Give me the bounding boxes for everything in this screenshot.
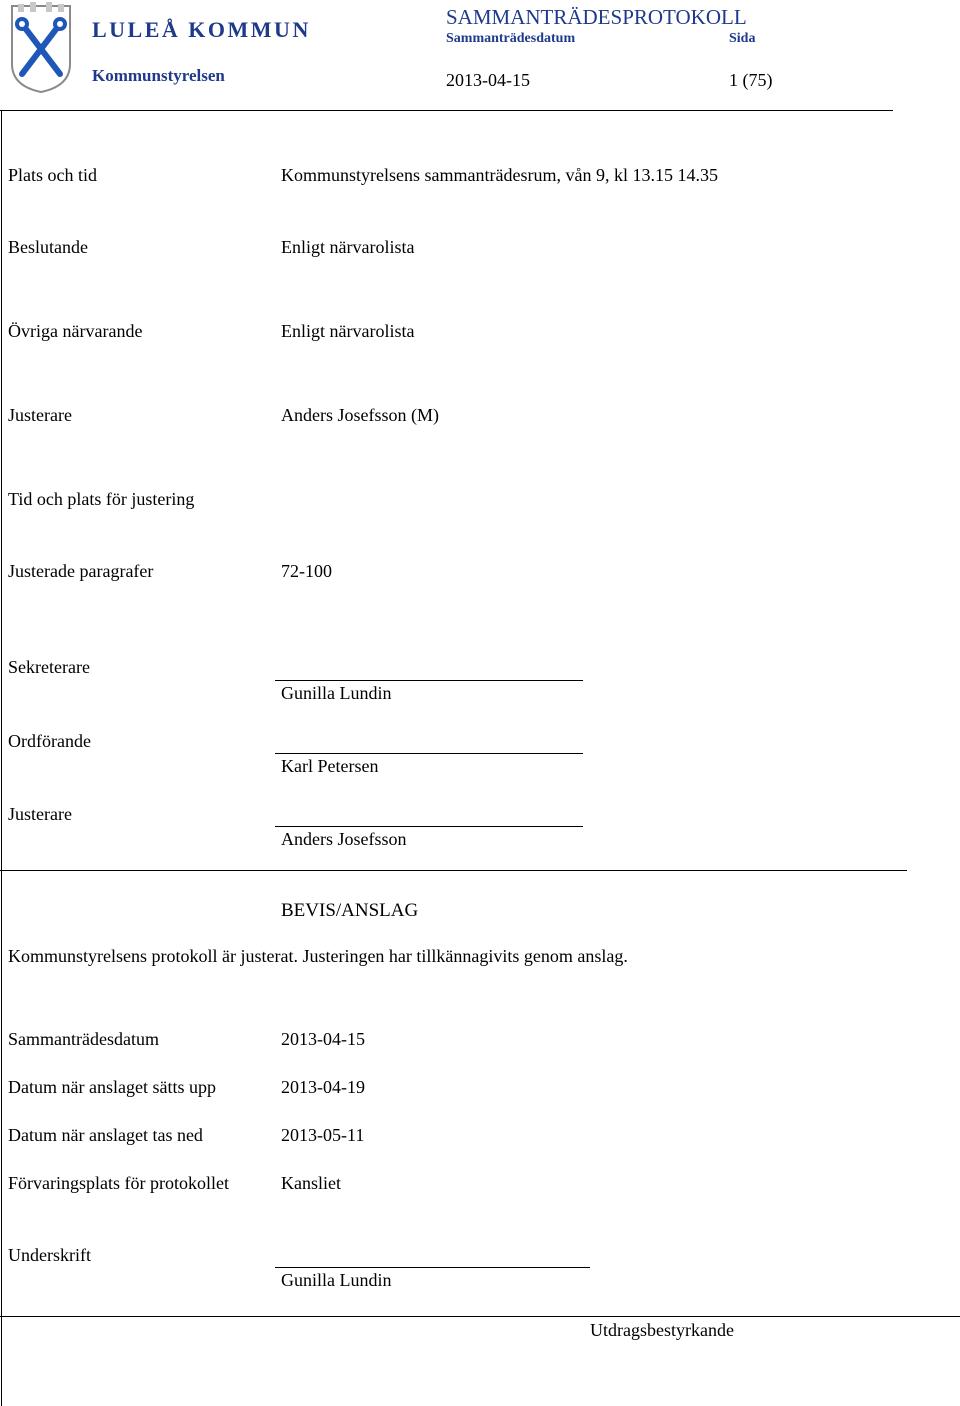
left-margin-border xyxy=(1,110,2,1406)
department-name: Kommunstyrelsen xyxy=(92,66,225,85)
secretary-signature-line xyxy=(275,680,583,681)
paragraphs-label: Justerade paragrafer xyxy=(8,561,154,581)
place-value: Kommunstyrelsens sammanträdesrum, vån 9, kl 13.15 14.35 xyxy=(281,165,718,185)
paragraphs-value: 72-100 xyxy=(281,561,332,581)
others-label: Övriga närvarande xyxy=(8,321,143,341)
header-rule xyxy=(0,110,893,111)
others-value: Enligt närvarolista xyxy=(281,321,415,341)
notice-heading: BEVIS/ANSLAG xyxy=(281,900,419,921)
place-label: Plats och tid xyxy=(8,165,97,185)
chair-signature-line xyxy=(275,753,583,754)
footer-rule xyxy=(0,1316,960,1317)
extract-label: Utdragsbestyrkande xyxy=(590,1320,734,1340)
posted-label: Datum när anslaget sätts upp xyxy=(8,1077,216,1097)
adjust-time-label: Tid och plats för justering xyxy=(8,489,195,509)
chair-name: Karl Petersen xyxy=(281,756,379,776)
header-date: 2013-04-15 xyxy=(446,70,530,90)
deciding-label: Beslutande xyxy=(8,237,88,257)
posted-value: 2013-04-19 xyxy=(281,1077,365,1097)
municipal-crest xyxy=(8,2,74,94)
signature-line xyxy=(275,1267,590,1268)
section-rule xyxy=(0,870,907,871)
deciding-value: Enligt närvarolista xyxy=(281,237,415,257)
removed-label: Datum när anslaget tas ned xyxy=(8,1125,203,1145)
org-name: LULEÅ KOMMUN xyxy=(92,17,311,42)
adjuster-sign-label: Justerare xyxy=(8,804,72,824)
removed-value: 2013-05-11 xyxy=(281,1125,365,1145)
chair-label: Ordförande xyxy=(8,731,91,751)
secretary-label: Sekreterare xyxy=(8,657,90,677)
date-label: Sammanträdesdatum xyxy=(446,31,576,46)
page-label: Sida xyxy=(729,31,756,46)
signature-label: Underskrift xyxy=(8,1245,91,1265)
adjuster-label: Justerare xyxy=(8,405,72,425)
meeting-date-value: 2013-04-15 xyxy=(281,1029,365,1049)
adjuster-signature-line xyxy=(275,826,583,827)
page-number: 1 (75) xyxy=(729,70,773,90)
adjuster-name: Anders Josefsson xyxy=(281,829,407,849)
storage-value: Kansliet xyxy=(281,1173,341,1193)
secretary-name: Gunilla Lundin xyxy=(281,683,392,703)
signature-name: Gunilla Lundin xyxy=(281,1270,392,1290)
storage-label: Förvaringsplats för protokollet xyxy=(8,1173,229,1193)
doc-type-title: SAMMANTRÄDESPROTOKOLL xyxy=(446,5,747,29)
notice-text: Kommunstyrelsens protokoll är justerat. Justeringen har tillkännagivits genom anslag. xyxy=(8,946,628,966)
adjuster-value: Anders Josefsson (M) xyxy=(281,405,439,425)
meeting-date-label: Sammanträdesdatum xyxy=(8,1029,159,1049)
